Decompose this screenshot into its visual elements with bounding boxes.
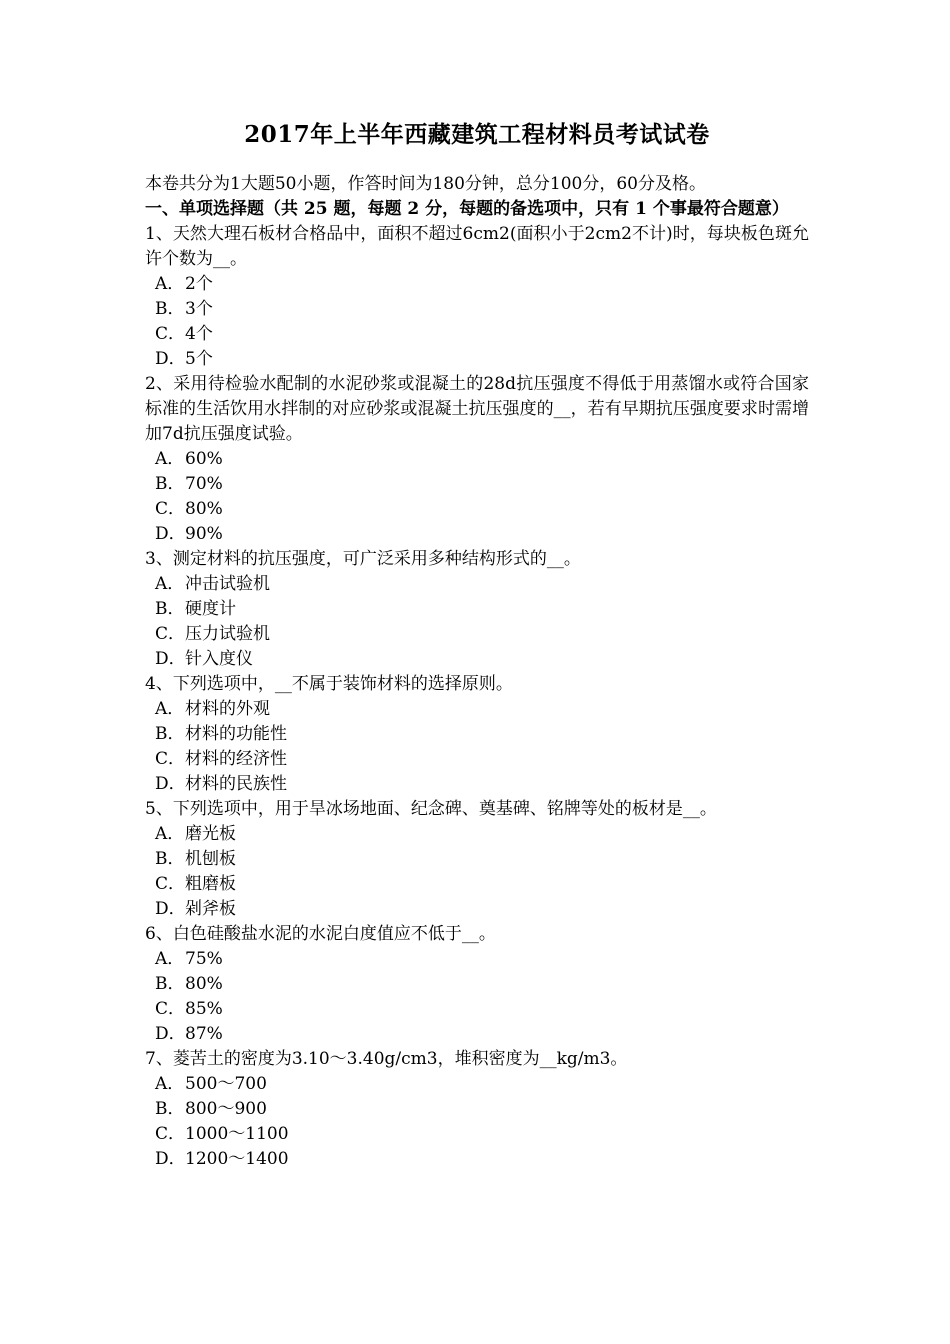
option-b[interactable]: [145, 597, 809, 622]
option-text: 材料的功能性: [185, 724, 287, 744]
question-text: 5、下列选项中，用于旱冰场地面、纪念碑、奠基碑、铭牌等处的板材是__。: [145, 799, 717, 819]
question-text: 2、采用待检验水配制的水泥砂浆或混凝土的28d抗压强度不得低于用蒸馏水或符合国家标准的生活饮用水拌制的对应砂浆或混凝土抗压强度的__，若有早期抗压强度要求时需增加7d抗压强度试验。: [145, 374, 809, 444]
option-letter: A．: [155, 699, 185, 719]
option-text: 5个: [185, 349, 213, 369]
option-text: 剁斧板: [185, 899, 236, 919]
option-d[interactable]: [145, 772, 809, 797]
question-6: [145, 922, 809, 1047]
option-text: 粗磨板: [185, 874, 236, 894]
option-letter: C．: [155, 999, 186, 1019]
option-c[interactable]: [145, 872, 809, 897]
option-a[interactable]: [145, 697, 809, 722]
option-letter: B．: [155, 724, 185, 744]
option-text: 磨光板: [185, 824, 236, 844]
exam-intro: 本卷共分为1大题50小题，作答时间为180分钟，总分100分，60分及格。: [145, 174, 706, 194]
option-c[interactable]: [145, 1122, 809, 1147]
option-letter: B．: [155, 599, 185, 619]
option-d[interactable]: [145, 1022, 809, 1047]
option-letter: C．: [155, 749, 186, 769]
question-list: [145, 222, 809, 1172]
option-d[interactable]: [145, 897, 809, 922]
option-letter: C．: [155, 874, 186, 894]
option-text: 材料的民族性: [185, 774, 287, 794]
question-text: 4、下列选项中，__不属于装饰材料的选择原则。: [145, 674, 513, 694]
option-d[interactable]: [145, 1147, 809, 1172]
option-letter: B．: [155, 474, 185, 494]
option-text: 500～700: [185, 1074, 267, 1094]
option-d[interactable]: [145, 347, 809, 372]
question-text: 3、测定材料的抗压强度，可广泛采用多种结构形式的__。: [145, 549, 581, 569]
option-letter: A．: [155, 449, 185, 469]
option-a[interactable]: [145, 447, 809, 472]
question-4: [145, 672, 809, 797]
option-text: 800～900: [185, 1099, 267, 1119]
question-text: 6、白色硅酸盐水泥的水泥白度值应不低于__。: [145, 924, 496, 944]
option-letter: C．: [155, 324, 186, 344]
option-text: 压力试验机: [185, 624, 270, 644]
option-a[interactable]: [145, 1072, 809, 1097]
option-text: 3个: [185, 299, 213, 319]
option-b[interactable]: [145, 722, 809, 747]
option-text: 1200～1400: [185, 1149, 289, 1169]
option-letter: D．: [155, 649, 186, 669]
option-letter: B．: [155, 1099, 185, 1119]
option-letter: D．: [155, 1149, 186, 1169]
option-text: 4个: [185, 324, 213, 344]
question-text: 1、天然大理石板材合格品中，面积不超过6cm2(面积小于2cm2不计)时，每块板色斑允许个数为__。: [145, 224, 809, 269]
option-text: 60%: [185, 449, 223, 469]
option-text: 硬度计: [185, 599, 236, 619]
option-letter: D．: [155, 349, 186, 369]
option-c[interactable]: [145, 322, 809, 347]
option-b[interactable]: [145, 297, 809, 322]
document-page: [145, 120, 809, 1172]
option-letter: D．: [155, 1024, 186, 1044]
option-text: 90%: [185, 524, 223, 544]
option-c[interactable]: [145, 997, 809, 1022]
option-a[interactable]: [145, 272, 809, 297]
option-text: 1000～1100: [185, 1124, 289, 1144]
option-c[interactable]: [145, 622, 809, 647]
option-letter: A．: [155, 1074, 185, 1094]
question-2: [145, 372, 809, 547]
option-letter: A．: [155, 824, 185, 844]
option-letter: C．: [155, 1124, 186, 1144]
option-text: 70%: [185, 474, 223, 494]
option-text: 机刨板: [185, 849, 236, 869]
option-letter: C．: [155, 499, 186, 519]
option-letter: A．: [155, 274, 185, 294]
option-d[interactable]: [145, 647, 809, 672]
option-a[interactable]: [145, 822, 809, 847]
option-text: 87%: [185, 1024, 223, 1044]
option-b[interactable]: [145, 472, 809, 497]
option-text: 80%: [185, 974, 223, 994]
document-title: 2017年上半年西藏建筑工程材料员考试试卷: [244, 121, 710, 148]
option-letter: D．: [155, 899, 186, 919]
question-3: [145, 547, 809, 672]
option-letter: C．: [155, 624, 186, 644]
option-text: 冲击试验机: [185, 574, 270, 594]
option-letter: D．: [155, 524, 186, 544]
question-1: [145, 222, 809, 372]
option-letter: B．: [155, 849, 185, 869]
option-text: 针入度仪: [185, 649, 253, 669]
option-letter: A．: [155, 574, 185, 594]
option-b[interactable]: [145, 972, 809, 997]
option-d[interactable]: [145, 522, 809, 547]
option-letter: A．: [155, 949, 185, 969]
option-letter: B．: [155, 974, 185, 994]
option-text: 材料的经济性: [185, 749, 287, 769]
option-b[interactable]: [145, 847, 809, 872]
question-7: [145, 1047, 809, 1172]
option-text: 80%: [185, 499, 223, 519]
option-c[interactable]: [145, 747, 809, 772]
option-text: 2个: [185, 274, 213, 294]
option-a[interactable]: [145, 572, 809, 597]
question-text: 7、菱苦土的密度为3.10～3.40g/cm3，堆积密度为__kg/m3。: [145, 1049, 628, 1069]
option-letter: B．: [155, 299, 185, 319]
option-letter: D．: [155, 774, 186, 794]
section-heading: 一、单项选择题（共 25 题，每题 2 分，每题的备选项中，只有 1 个事最符合题意）: [145, 199, 789, 219]
option-b[interactable]: [145, 1097, 809, 1122]
option-text: 75%: [185, 949, 223, 969]
option-a[interactable]: [145, 947, 809, 972]
option-text: 材料的外观: [185, 699, 270, 719]
question-5: [145, 797, 809, 922]
option-c[interactable]: [145, 497, 809, 522]
option-text: 85%: [185, 999, 223, 1019]
